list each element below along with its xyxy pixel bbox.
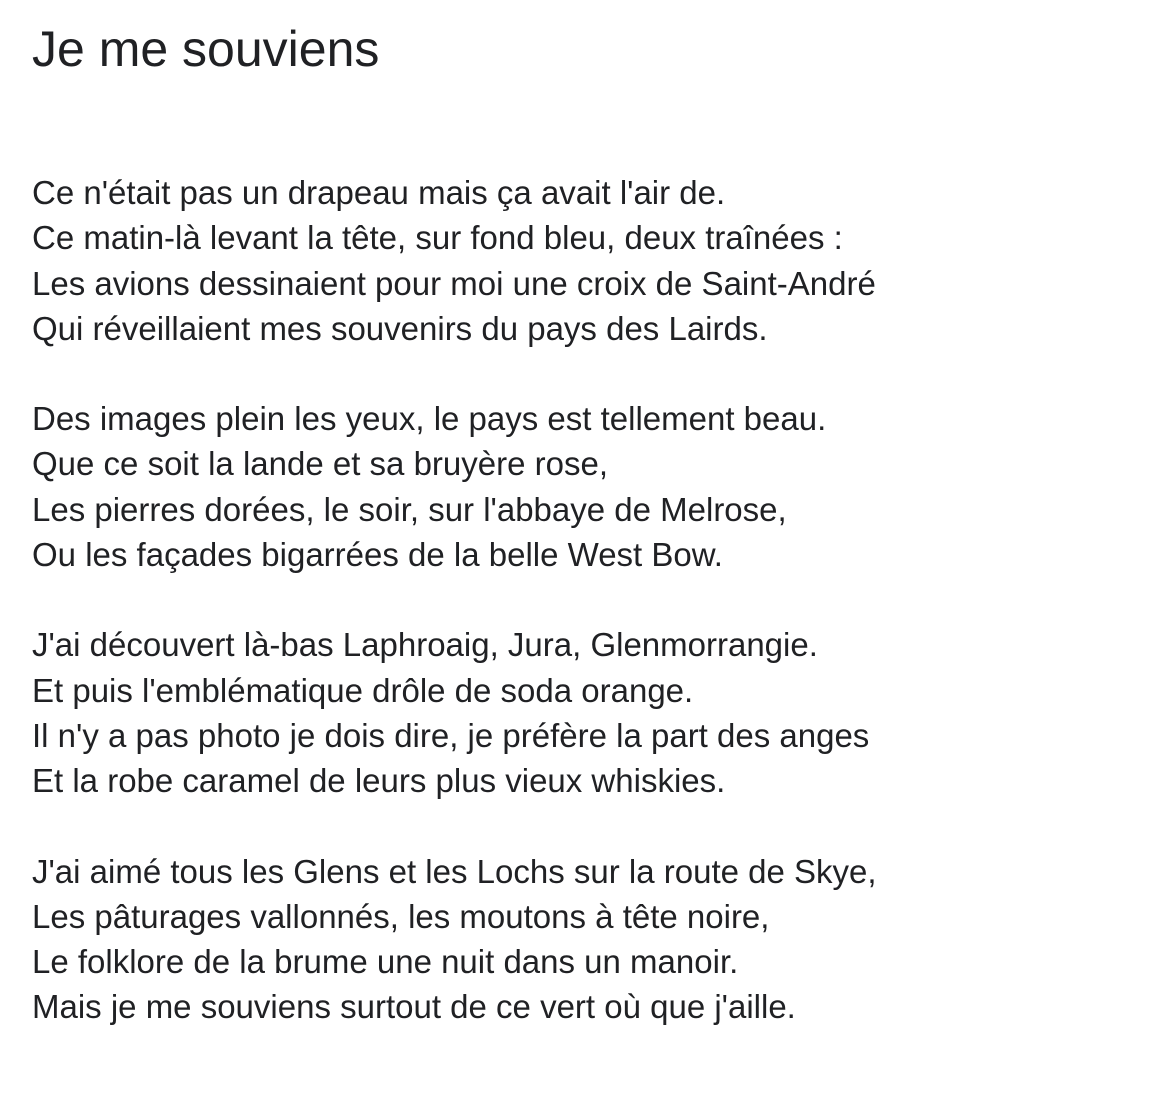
poem-line: Ce matin-là levant la tête, sur fond bleu, deux traînées : [32, 219, 843, 257]
poem-line: Et puis l'emblématique drôle de soda orange. [32, 671, 694, 709]
poem-title: Je me souviens [32, 21, 380, 77]
poem-line: Les pierres dorées, le soir, sur l'abbaye de Melrose, [32, 490, 787, 528]
poem-line: J'ai aimé tous les Glens et les Lochs sur la route de Skye, [32, 852, 877, 890]
poem-line: Ou les façades bigarrées de la belle West Bow. [32, 536, 723, 574]
poem-line: Mais je me souviens surtout de ce vert où que j'aille. [32, 988, 796, 1026]
poem-body [32, 170, 1152, 1075]
poem-line: Ce n'était pas un drapeau mais ça avait l'air de. [32, 174, 726, 211]
poem-line: J'ai découvert là-bas Laphroaig, Jura, Glenmorrangie. [32, 626, 818, 664]
poem-line: Les avions dessinaient pour moi une croix de Saint-André [32, 264, 876, 302]
stanza-3 [32, 622, 1152, 803]
poem-line: Des images plein les yeux, le pays est tellement beau. [32, 400, 827, 438]
poem-line: Qui réveillaient mes souvenirs du pays des Lairds. [32, 309, 768, 347]
poem-line: Que ce soit la lande et sa bruyère rose, [32, 445, 608, 483]
stanza-4 [32, 849, 1152, 1030]
poem-line: Le folklore de la brume une nuit dans un manoir. [32, 943, 739, 981]
poem-line: Les pâturages vallonnés, les moutons à tête noire, [32, 897, 770, 935]
stanza-2 [32, 396, 1152, 577]
poem-line: Il n'y a pas photo je dois dire, je préfère la part des anges [32, 716, 870, 754]
stanza-1 [32, 170, 1152, 351]
poem-line: Et la robe caramel de leurs plus vieux whiskies. [32, 762, 726, 800]
